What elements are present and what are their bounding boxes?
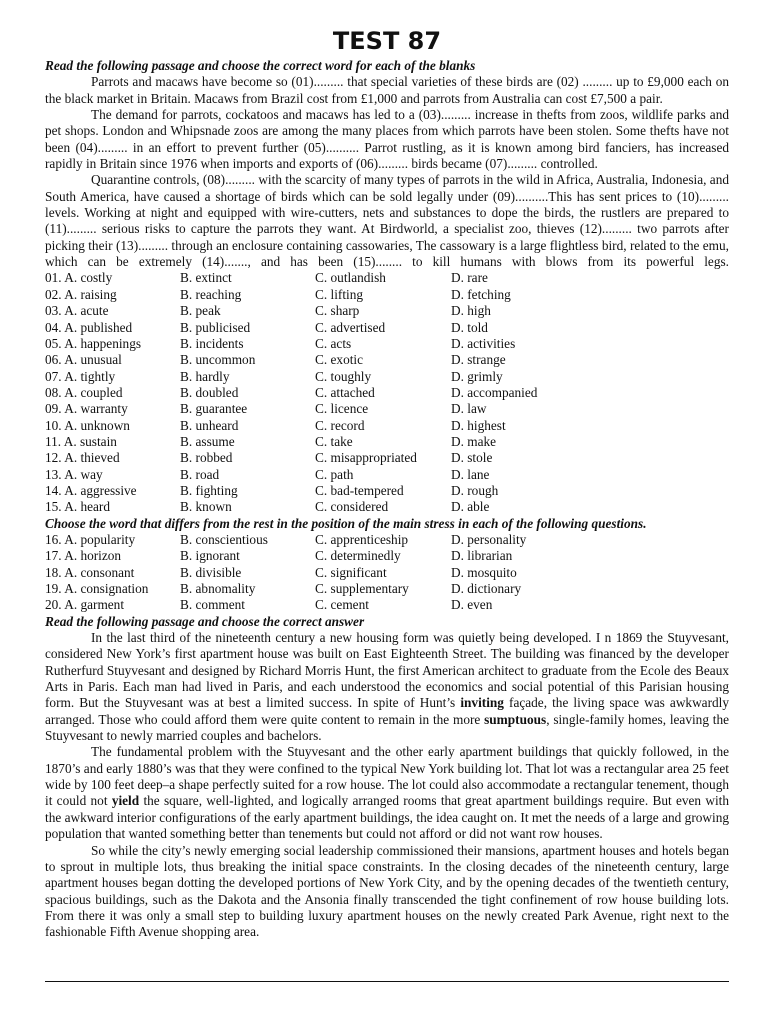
- option-c[interactable]: C. toughly: [315, 368, 372, 384]
- option-c[interactable]: C. determinedly: [315, 548, 401, 564]
- question-row: [45, 532, 729, 548]
- option-d[interactable]: D. able: [451, 499, 490, 515]
- option-b[interactable]: B. publicised: [180, 319, 251, 335]
- question-row: [45, 303, 729, 319]
- test-title: TEST 87: [332, 27, 442, 55]
- question-row: [45, 401, 729, 417]
- question-row: [45, 434, 729, 450]
- option-a[interactable]: 19. A. consignation: [45, 581, 149, 596]
- document-page: [45, 26, 729, 941]
- option-c[interactable]: C. considered: [315, 499, 389, 515]
- question-row: [45, 287, 729, 303]
- option-a[interactable]: 09. A. warranty: [45, 401, 128, 417]
- question-row: [45, 369, 729, 385]
- option-d[interactable]: D. highest: [451, 417, 506, 433]
- option-a[interactable]: 11. A. sustain: [45, 433, 117, 449]
- question-row: [45, 450, 729, 466]
- option-d[interactable]: D. dictionary: [451, 581, 522, 596]
- option-a[interactable]: 20. A. garment: [45, 597, 125, 613]
- question-options-16-20: [45, 532, 729, 614]
- question-row: [45, 320, 729, 336]
- question-row: [45, 385, 729, 401]
- option-b[interactable]: B. doubled: [180, 384, 239, 400]
- option-a[interactable]: 08. A. coupled: [45, 384, 123, 400]
- option-d[interactable]: D. high: [451, 303, 491, 319]
- option-d[interactable]: D. grimly: [451, 368, 503, 384]
- option-b[interactable]: B. uncommon: [180, 352, 256, 368]
- option-a[interactable]: 15. A. heard: [45, 499, 110, 515]
- section3-heading: Read the following passage and choose the correct answer: [45, 613, 365, 629]
- option-a[interactable]: 07. A. tightly: [45, 368, 116, 384]
- passage1-paragraph-2: The demand for parrots, cockatoos and macaws has led to a (03)......... increase in thefts from zoos, wildlife parks and pet shops. London and Whipsnade zoos are among the many places from which parrots have been stolen. Some thefts have not been (04)......... in an effort to prevent further (05).......... Parrot rustling, as it is known among bird fanciers, has increased rapidly in Britain since 1976 when imports and exports of (06)......... birds became (07)......... controlled.: [45, 107, 729, 172]
- option-c[interactable]: C. exotic: [315, 352, 364, 368]
- option-d[interactable]: D. activities: [451, 335, 516, 351]
- question-row: [45, 581, 729, 597]
- option-d[interactable]: D. told: [451, 319, 488, 335]
- option-b[interactable]: B. comment: [180, 597, 245, 613]
- option-c[interactable]: C. bad-tempered: [315, 482, 404, 498]
- option-c[interactable]: C. lifting: [315, 286, 364, 302]
- question-row: [45, 336, 729, 352]
- option-b[interactable]: B. fighting: [180, 482, 238, 498]
- option-b[interactable]: B. divisible: [180, 564, 242, 580]
- option-d[interactable]: D. rough: [451, 482, 499, 498]
- option-b[interactable]: B. reaching: [180, 286, 242, 302]
- question-row: [45, 597, 729, 613]
- passage2-paragraph-2: [45, 744, 729, 842]
- question-row: [45, 483, 729, 499]
- option-a[interactable]: 17. A. horizon: [45, 548, 122, 564]
- question-row: [45, 499, 729, 515]
- option-d[interactable]: D. rare: [451, 270, 488, 286]
- option-c[interactable]: C. misappropriated: [315, 450, 417, 466]
- option-c[interactable]: C. outlandish: [315, 270, 386, 286]
- passage1-paragraph-1: Parrots and macaws have become so (01)......... that special varieties of these birds are (02) ......... up to £9,000 each on the black market in Britain. Macaws from Brazil cost from £1,000 and parrots from Australia can cost £7,500 a pair.: [45, 74, 729, 106]
- option-d[interactable]: D. personality: [451, 531, 527, 547]
- option-a[interactable]: 10. A. unknown: [45, 417, 130, 433]
- option-d[interactable]: D. mosquito: [451, 564, 517, 580]
- option-b[interactable]: B. hardly: [180, 368, 230, 384]
- option-c[interactable]: C. apprenticeship: [315, 531, 409, 547]
- option-b[interactable]: B. assume: [180, 433, 235, 449]
- option-b[interactable]: B. ignorant: [180, 548, 240, 564]
- option-c[interactable]: C. attached: [315, 384, 375, 400]
- p2-bold-yield: yield: [111, 793, 140, 809]
- p2-text-a: The fundamental problem with the Stuyvesant and the other early apartment buildings that quickly followed, in the 1870’s and early 1880’s was that they were confined to the typical New York building lot. That lot was a rectangular area 25 feet wide by 100 feet deep–a shape perfectly suited for a row house. The lot could also accommodate a rectangular tenement, though it could not: [45, 744, 729, 809]
- option-c[interactable]: C. sharp: [315, 303, 360, 319]
- passage1-paragraph-3: Quarantine controls, (08)......... with the scarcity of many types of parrots in the wild in Africa, Australia, Indonesia, and South America, have caused a shortage of birds which can be sold legally under (09)..........This has sent prices to (10)......... levels. Working at night and equipped with wire-cutters, nets and substances to dope the birds, the rustlers are prepared to (11)......... serious risks to capture the parrots they want. At Birdworld, a specialist zoo, thieves (12)......... two parrots after picking their (13)......... through an enclosure containing cassowaries, The cassowary is a large flightless bird, related to the emu, which can be extremely (14)......., and has been (15)........ to kill humans with blows from its powerful legs.: [45, 172, 729, 270]
- question-options-1-15: [45, 270, 729, 515]
- option-d[interactable]: D. strange: [451, 352, 506, 368]
- option-a[interactable]: 04. A. published: [45, 319, 133, 335]
- option-b[interactable]: B. guarantee: [180, 401, 248, 417]
- p1-bold-sumptuous: sumptuous: [484, 711, 547, 727]
- option-c[interactable]: C. supplementary: [315, 581, 409, 596]
- option-b[interactable]: B. peak: [180, 303, 221, 319]
- question-row: [45, 352, 729, 368]
- section2-heading: Choose the word that differs from the rest in the position of the main stress in each of the following questions.: [45, 515, 647, 531]
- question-row: [45, 270, 729, 286]
- p1-text-a: In the last third of the nineteenth century a new housing form was quietly being developed. I n 1869 the Stuyvesant, considered New York’s first apartment house was built on East Eighteenth Street. The building was financed by the developer Rutherfurd Stuyvesant and designed by Richard Morris Hunt, the first American architect to graduate from the Ecole des Beaux Arts in Paris. Each man had lived in Paris, and each understood the economics and social potential of this Parisian housing form. But the Stuyvesant was at best a limited success. In spite of Hunt’s: [45, 630, 729, 711]
- option-c[interactable]: C. path: [315, 466, 354, 482]
- option-b[interactable]: B. abnomality: [180, 581, 256, 596]
- question-row: [45, 467, 729, 483]
- option-d[interactable]: D. accompanied: [451, 384, 538, 400]
- option-a[interactable]: 13. A. way: [45, 466, 103, 482]
- option-d[interactable]: D. stole: [451, 450, 493, 466]
- question-row: [45, 565, 729, 581]
- passage2-paragraph-1: [45, 630, 729, 744]
- option-d[interactable]: D. lane: [451, 466, 490, 482]
- section1-heading: Read the following passage and choose the correct word for each of the blanks: [45, 58, 476, 73]
- option-a[interactable]: 01. A. costly: [45, 270, 113, 286]
- option-d[interactable]: D. even: [451, 597, 493, 613]
- option-c[interactable]: C. acts: [315, 335, 352, 351]
- option-b[interactable]: B. known: [180, 499, 232, 515]
- option-c[interactable]: C. advertised: [315, 319, 386, 335]
- option-c[interactable]: C. cement: [315, 597, 369, 613]
- option-d[interactable]: D. fetching: [451, 286, 511, 302]
- option-b[interactable]: B. incidents: [180, 335, 244, 351]
- question-row: [45, 548, 729, 564]
- option-b[interactable]: B. road: [180, 466, 220, 482]
- option-b[interactable]: B. robbed: [180, 450, 233, 466]
- option-c[interactable]: C. licence: [315, 401, 369, 417]
- p1-text-b: façade, the living space was awkwardly arranged. Those who could afford them were quite content to remain in the more: [45, 695, 729, 727]
- question-row: [45, 418, 729, 434]
- option-b[interactable]: B. unheard: [180, 417, 239, 433]
- option-d[interactable]: D. law: [451, 401, 487, 417]
- option-a[interactable]: 06. A. unusual: [45, 352, 122, 368]
- p2-text-b: the square, well-lighted, and logically arranged rooms that great apartment buildings require. But even with the awkward interior configurations of the early apartment buildings, the idea caught on. It met the needs of a large and growing population that wanted something better than tenements but could not afford or did not want row houses.: [45, 793, 729, 842]
- option-a[interactable]: 03. A. acute: [45, 303, 109, 319]
- option-a[interactable]: 18. A. consonant: [45, 564, 135, 580]
- passage2-paragraph-3: So while the city’s newly emerging social leadership commissioned their mansions, apartment houses and hotels began to sprout in multiple lots, thus breaking the initial space constraints. In the closing decades of the nineteenth century, large apartment houses began dotting the developed portions of New York City, and by the opening decades of the twentieth century, spacious buildings, such as the Dakota and the Ansonia finally transcended the tight confinement of row house building lots. From there it was only a small step to building luxury apartment houses on the newly created Park Avenue, right next to the fashionable Fifth Avenue shopping area.: [45, 842, 729, 940]
- option-b[interactable]: B. extinct: [180, 270, 232, 286]
- option-a[interactable]: 14. A. aggressive: [45, 482, 137, 498]
- option-c[interactable]: C. significant: [315, 564, 387, 580]
- option-a[interactable]: 05. A. happenings: [45, 335, 142, 351]
- option-a[interactable]: 02. A. raising: [45, 286, 117, 302]
- p1-bold-inviting: inviting: [460, 695, 504, 711]
- option-c[interactable]: C. take: [315, 433, 353, 449]
- option-a[interactable]: 12. A. thieved: [45, 450, 120, 466]
- bottom-rule: [45, 981, 729, 982]
- p1-text-c: , single-family homes, leaving the Stuyvesant to newly married couples and bachelors.: [45, 711, 729, 744]
- option-b[interactable]: B. conscientious: [180, 531, 268, 547]
- option-c[interactable]: C. record: [315, 417, 365, 433]
- option-a[interactable]: 16. A. popularity: [45, 531, 136, 547]
- option-d[interactable]: D. make: [451, 433, 497, 449]
- option-d[interactable]: D. librarian: [451, 548, 513, 564]
